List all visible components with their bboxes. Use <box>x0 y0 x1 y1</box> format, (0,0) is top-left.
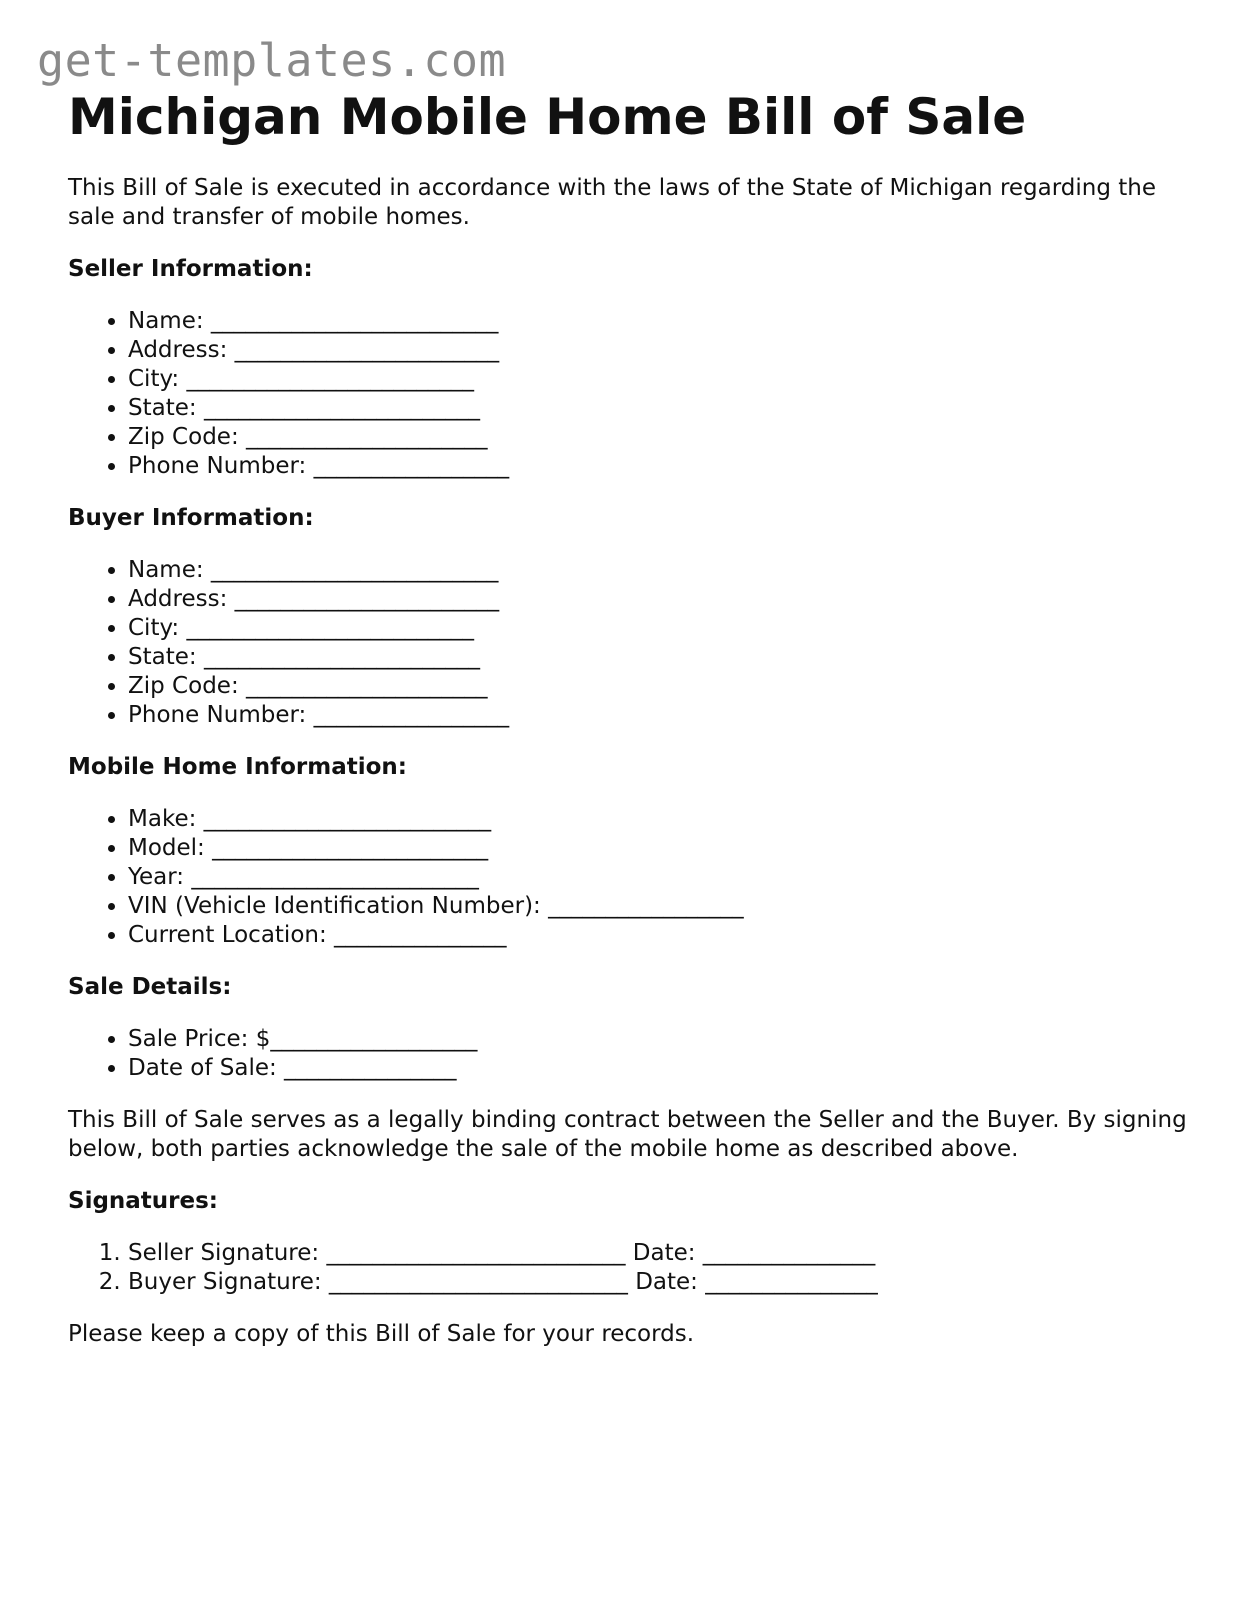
seller-address-field[interactable]: • Address: _______________________ <box>128 336 1198 365</box>
intro-paragraph: This Bill of Sale is executed in accordance with the laws of the State of Michigan regarding the sale and transfer of mobile homes. <box>68 175 1157 230</box>
buyer-heading: Buyer Information: <box>68 505 314 531</box>
sale-details-list <box>68 1025 1198 1083</box>
buyer-zip-field[interactable]: • Zip Code: _____________________ <box>128 672 1198 701</box>
buyer-address-field[interactable]: • Address: _______________________ <box>128 585 1198 614</box>
seller-heading: Seller Information: <box>68 256 313 282</box>
date-of-sale-field[interactable]: • Date of Sale: _______________ <box>128 1054 1198 1083</box>
binding-paragraph: This Bill of Sale serves as a legally binding contract between the Seller and the Buyer. By signing below, both parties acknowledge the sale of the mobile home as described above. <box>68 1107 1187 1162</box>
buyer-name-field[interactable]: • Name: _________________________ <box>128 556 1198 585</box>
vin-field[interactable]: • VIN (Vehicle Identification Number): _________________ <box>128 892 1198 921</box>
watermark: get-templates.com <box>37 34 507 87</box>
current-location-field[interactable]: • Current Location: _______________ <box>128 921 1198 950</box>
records-note: Please keep a copy of this Bill of Sale for your records. <box>68 1321 695 1347</box>
buyer-city-field[interactable]: • City: _________________________ <box>128 614 1198 643</box>
buyer-state-field[interactable]: • State: ________________________ <box>128 643 1198 672</box>
mobile-home-heading: Mobile Home Information: <box>68 754 407 780</box>
seller-city-field[interactable]: • City: _________________________ <box>128 365 1198 394</box>
sale-details-heading: Sale Details: <box>68 974 232 1000</box>
seller-zip-field[interactable]: • Zip Code: _____________________ <box>128 423 1198 452</box>
seller-phone-field[interactable]: • Phone Number: _________________ <box>128 452 1198 481</box>
year-field[interactable]: • Year: _________________________ <box>128 863 1198 892</box>
buyer-signature-field[interactable]: 2. Buyer Signature: __________________________ Date: _______________ <box>128 1268 1198 1297</box>
model-field[interactable]: • Model: ________________________ <box>128 834 1198 863</box>
signatures-heading: Signatures: <box>68 1188 219 1214</box>
make-field[interactable]: • Make: _________________________ <box>128 805 1198 834</box>
document <box>68 86 1198 1349</box>
signatures-list <box>68 1239 1198 1297</box>
buyer-list <box>68 556 1198 730</box>
sale-price-field[interactable]: • Sale Price: $__________________ <box>128 1025 1198 1054</box>
seller-state-field[interactable]: • State: ________________________ <box>128 394 1198 423</box>
mobile-home-list <box>68 805 1198 950</box>
seller-list <box>68 307 1198 481</box>
page-title: Michigan Mobile Home Bill of Sale <box>68 88 1027 146</box>
seller-signature-field[interactable]: 1. Seller Signature: __________________________ Date: _______________ <box>128 1239 1198 1268</box>
buyer-phone-field[interactable]: • Phone Number: _________________ <box>128 701 1198 730</box>
seller-name-field[interactable]: • Name: _________________________ <box>128 307 1198 336</box>
